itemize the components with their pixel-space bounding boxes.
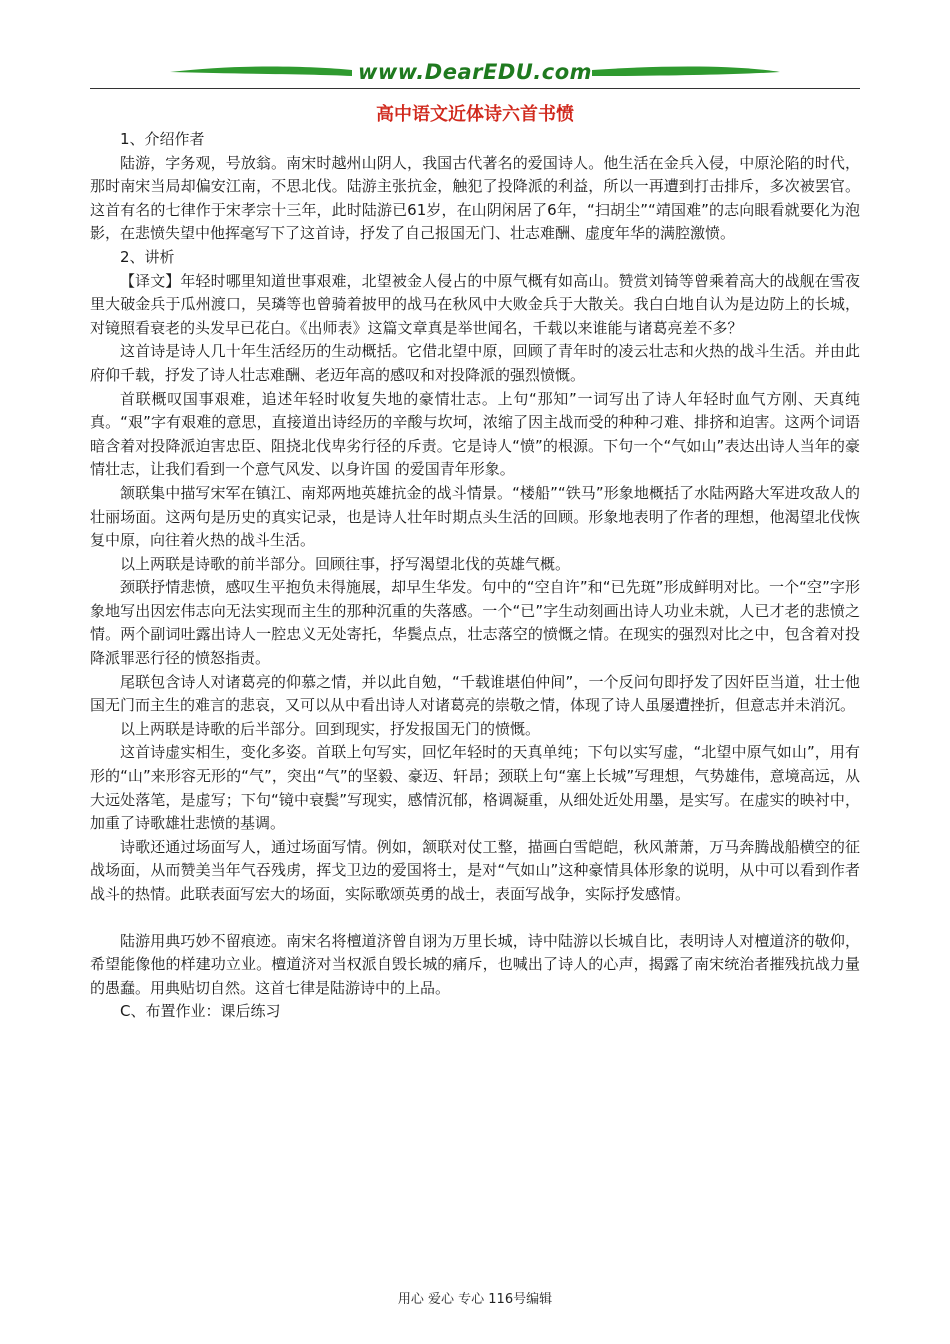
section-heading-homework: C、布置作业：课后练习	[120, 1002, 281, 1021]
page-footer: 用心 爱心 专心 116号编辑	[397, 1292, 553, 1307]
body-paragraph: 首联概叹国事艰难，追述年轻时收复失地的豪情壮志。上句“那知”一词写出了诗人年轻时血气方刚、天真纯真。“艰”字有艰难的意思，直接道出诗经历的辛酸与坎坷，浓缩了因主战而受的种种刁难、排挤和迫害。这两个词语暗含着对投降派迫害忠臣、阻挠北伐卑劣行径的斥责。它是诗人“愤”的根源。下句一个“气如山”表达出诗人当年的豪情壮志，让我们看到一个意气风发、以身许国 的爱国青年形象。	[90, 389, 860, 479]
body-paragraph: 颔联集中描写宋军在镇江、南郑两地英雄抗金的战斗情景。“楼船”“铁马”形象地概括了水陆两路大军进攻敌人的壮丽场面。这两句是历史的真实记录，也是诗人壮年时期点头生活的回顾。形象地表明了作者的理想，他渴望北伐恢复中原，向往着火热的战斗生活。	[90, 483, 860, 550]
section-heading-author: 1、介绍作者	[120, 130, 205, 148]
body-paragraph: 尾联包含诗人对诸葛亮的仰慕之情，并以此自勉，“千载谁堪伯仲间”，一个反问句即抒发了因奸臣当道，壮士他国无门而主生的难言的悲哀，又可以从中看出诗人对诸葛亮的崇敬之情，体现了诗人虽屡遭挫折，但意志并未消沉。	[90, 672, 860, 715]
document-body	[90, 128, 860, 1024]
translation-paragraph: 【译文】年轻时哪里知道世事艰难，北望被金人侵占的中原气概有如高山。赞赏刘锜等曾乘着高大的战舰在雪夜里大破金兵于瓜州渡口，吴璘等也曾骑着披甲的战马在秋风中大败金兵于大散关。我白白地自认为是边防上的长城，对镜照看衰老的头发早已花白。《出师表》这篇文章真是举世闻名，千载以来谁能与诸葛亮差不多？	[90, 271, 860, 337]
body-paragraph: 颈联抒情悲愤，感叹生平抱负未得施展，却早生华发。句中的“空自许”和“已先斑”形成鲜明对比。一个“空”字形象地写出因宏伟志向无法实现而主生的那种沉重的失落感。一个“已”字生动刻画出诗人功业未就，人已才老的悲愤之情。两个副词吐露出诗人一腔忠义无处寄托，华鬓点点，壮志落空的愤慨之情。在现实的强烈对比之中，包含着对投降派罪恶行径的愤怒指责。	[90, 578, 860, 668]
body-paragraph: 以上两联是诗歌的后半部分。回到现实，抒发报国无门的愤慨。	[120, 719, 541, 738]
section-heading-analysis: 2、讲析	[120, 247, 175, 266]
site-header-banner	[90, 58, 860, 90]
header-divider	[90, 88, 860, 89]
body-paragraph: 这首诗虚实相生，变化多姿。首联上句写实，回忆年轻时的天真单纯；下句以实写虚，“北望中原气如山”，用有形的“山”来形容无形的“气”，突出“气”的坚毅、豪迈、轩昂；颈联上句“塞上长城”写理想，气势雄伟，意境高远，从大远处落笔，是虚写；下句“镜中衰鬓”写现实，感情沉郁，格调凝重，从细处近处用墨，是实写。在虚实的映衬中，加重了诗歌雄壮悲愤的基调。	[90, 743, 860, 833]
body-paragraph: 陆游，字务观，号放翁。南宋时越州山阴人，我国古代著名的爱国诗人。他生活在金兵入侵，中原沦陷的时代，那时南宋当局却偏安江南，不思北伐。陆游主张抗金，触犯了投降派的利益，所以一再遭到打击排斥，多次被罢官。这首有名的七律作于宋孝宗十三年，此时陆游已61岁，在山阴闲居了6年，“扫胡尘”“靖国难”的志向眼看就要化为泡影，在悲愤失望中他挥毫写下了这首诗，抒发了自己报国无门、壮志难酬、虚度年华的满腔激愤。	[90, 153, 860, 243]
site-logo[interactable]: www.DearEDU.com	[357, 60, 593, 84]
body-paragraph: 诗歌还通过场面写人，通过场面写情。例如，颔联对仗工整，描画白雪皑皑，秋风萧萧，万马奔腾战船横空的征战场面，从而赞美当年气吞残虏，挥戈卫边的爱国将士，是对“气如山”这种豪情具体形象的说明，从中可以看到作者战斗的热情。此联表面写宏大的场面，实际歌颂英勇的战士，表面写战争，实际抒发感情。	[90, 837, 860, 903]
body-paragraph: 以上两联是诗歌的前半部分。回顾往事，抒写渴望北伐的英雄气概。	[120, 554, 571, 573]
body-paragraph: 这首诗是诗人几十年生活经历的生动概括。它借北望中原，回顾了青年时的凌云壮志和火热的战斗生活。并由此府仰千载，抒发了诗人壮志难酬、老迈年高的感叹和对投降派的强烈愤慨。	[90, 342, 860, 384]
body-paragraph: 陆游用典巧妙不留痕迹。南宋名将檀道济曾自诩为万里长城，诗中陆游以长城自比，表明诗人对檀道济的敬仰，希望能像他的样建功立业。檀道济对当权派自毁长城的痛斥，也喊出了诗人的心声，揭露了南宋统治者摧残抗战力量的愚蠢。用典贴切自然。这首七律是陆游诗中的上品。	[90, 931, 860, 997]
document-title: 高中语文近体诗六首书愤	[376, 104, 574, 125]
